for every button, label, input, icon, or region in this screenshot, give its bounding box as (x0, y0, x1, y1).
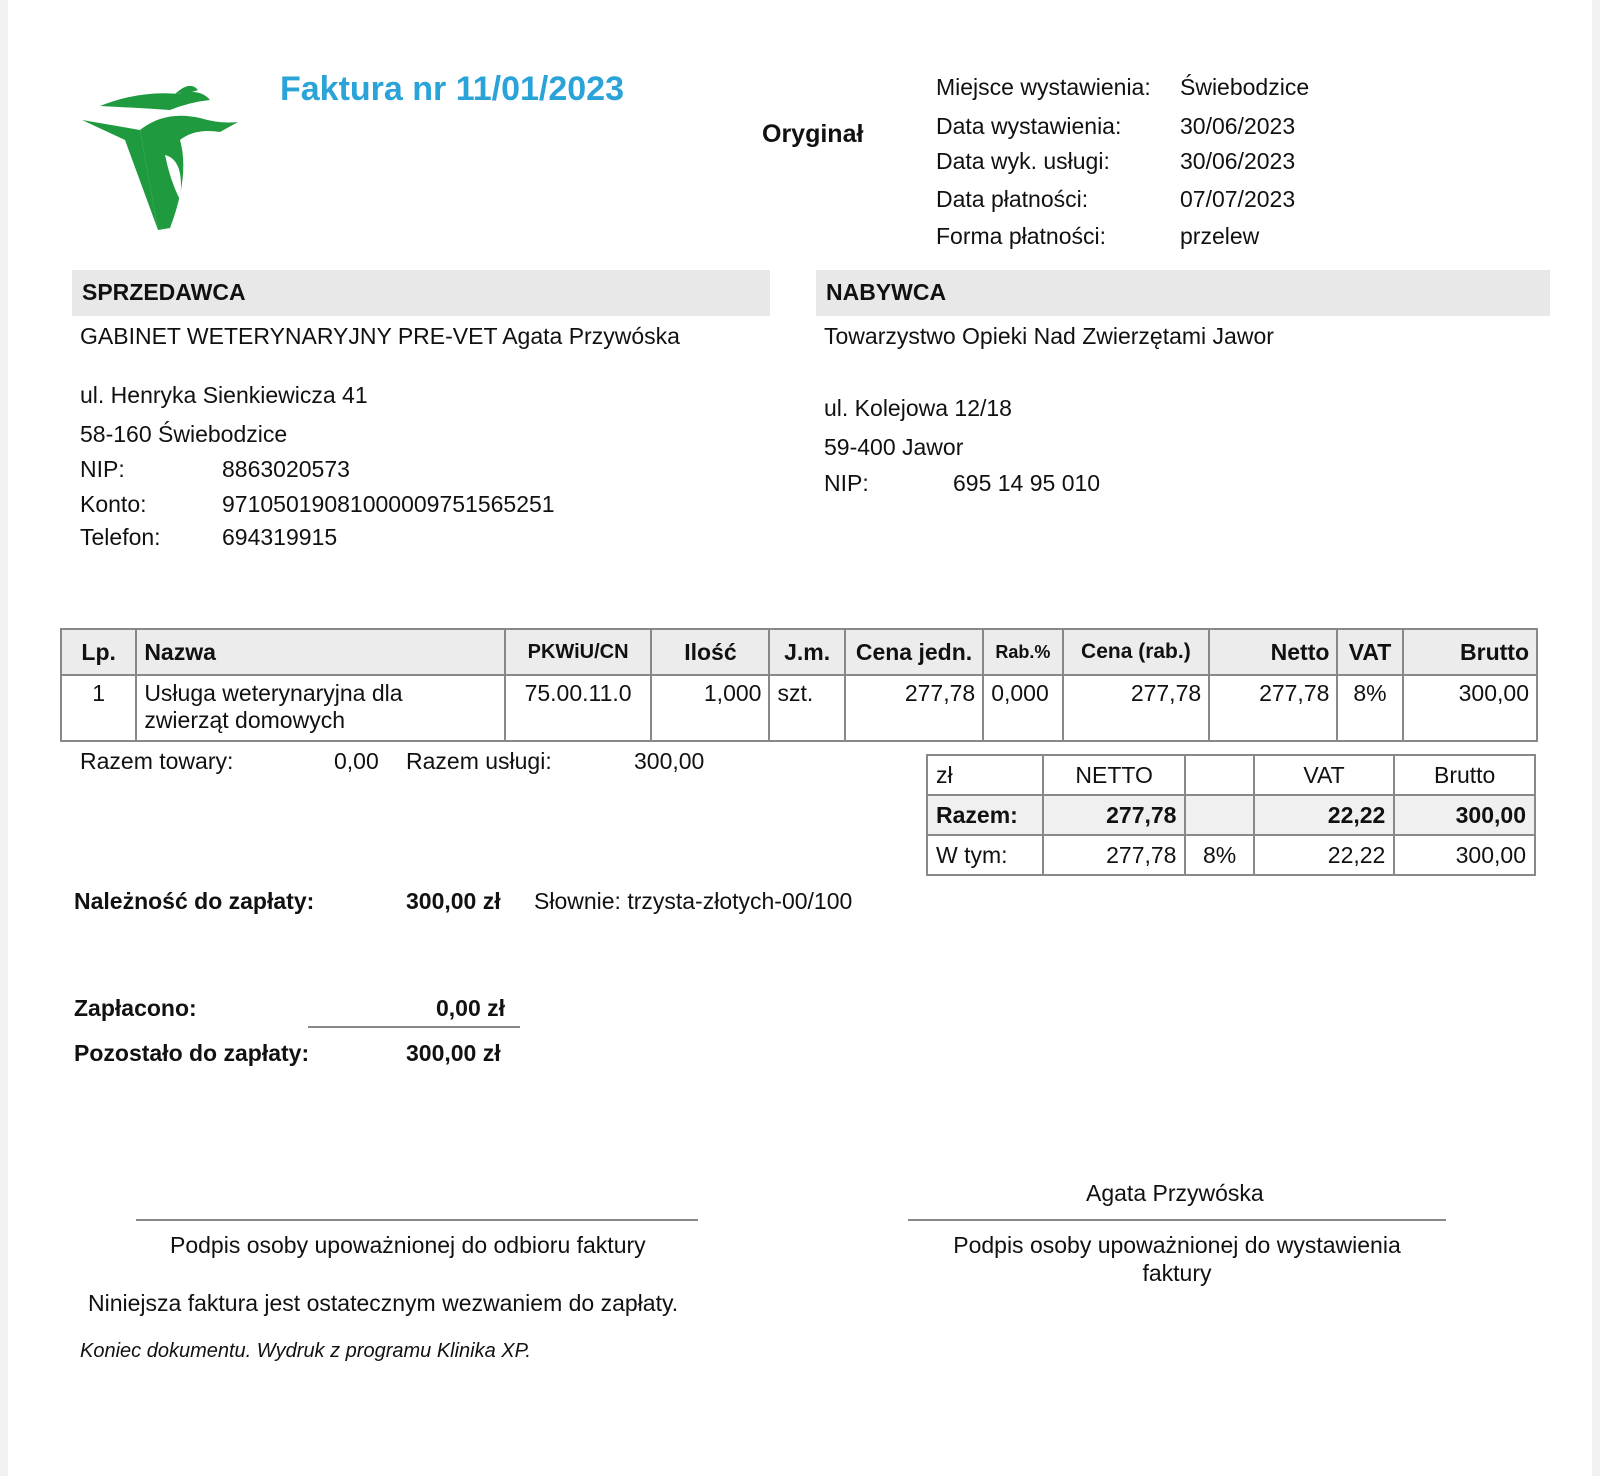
seller-nip-value: 8863020573 (222, 456, 350, 482)
col-unit: J.m. (769, 629, 844, 675)
vet-logo-icon (70, 80, 250, 240)
seller-account-label: Konto: (80, 491, 147, 517)
issuer-name: Agata Przywóska (1086, 1180, 1264, 1206)
payment-form-value: przelew (1180, 223, 1260, 249)
buyer-name: Towarzystwo Opieki Nad Zwierzętami Jawor (824, 323, 1274, 349)
col-qty: Ilość (651, 629, 769, 675)
goods-total-label: Razem towary: (80, 748, 234, 774)
buyer-city: 59-400 Jawor (824, 434, 964, 460)
cell-unit: szt. (769, 675, 844, 741)
col-vat: VAT (1337, 629, 1402, 675)
summary-total-rate (1185, 795, 1253, 835)
service-date-label: Data wyk. usługi: (936, 148, 1110, 174)
issuer-signature-caption-line1: Podpis osoby upoważnionej do wystawienia (953, 1232, 1401, 1258)
summary-total-net: 277,78 (1043, 795, 1186, 835)
col-price: Cena jedn. (845, 629, 983, 675)
summary-breakdown-label: W tym: (927, 835, 1043, 875)
cell-name-line1: Usługa weterynaryjna dla (144, 680, 403, 706)
issuer-signature-line (908, 1219, 1446, 1221)
buyer-nip-label: NIP: (824, 470, 869, 496)
summary-net-header: NETTO (1043, 755, 1186, 795)
cell-gross: 300,00 (1403, 675, 1537, 741)
page-edge-left (0, 0, 8, 1476)
invoice-title: Faktura nr 11/01/2023 (280, 70, 625, 108)
final-demand-notice: Niniejsza faktura jest ostatecznym wezwaniem do zapłaty. (88, 1290, 679, 1316)
summary-total-row (927, 795, 1535, 835)
cell-pkwiu: 75.00.11.0 (505, 675, 652, 741)
page-edge-right (1592, 0, 1600, 1476)
document-end-note: Koniec dokumentu. Wydruk z programu Klinika XP. (80, 1340, 531, 1362)
summary-total-gross: 300,00 (1394, 795, 1535, 835)
seller-phone-label: Telefon: (80, 524, 161, 550)
seller-header: SPRZEDAWCA (82, 279, 246, 305)
amount-due-value: 300,00 zł (406, 888, 501, 914)
seller-phone-value: 694319915 (222, 524, 338, 550)
cell-name (136, 675, 504, 741)
services-total-value: 300,00 (634, 748, 705, 774)
col-price-disc: Cena (rab.) (1063, 629, 1210, 675)
buyer-header-bar (816, 270, 1550, 316)
cell-name-line2: zwierząt domowych (144, 707, 345, 733)
cell-price-disc: 277,78 (1063, 675, 1210, 741)
buyer-street: ul. Kolejowa 12/18 (824, 395, 1012, 421)
summary-total-label: Razem: (927, 795, 1043, 835)
payment-date-label: Data płatności: (936, 186, 1089, 212)
summary-breakdown-vat: 22,22 (1254, 835, 1395, 875)
summary-vat-header: VAT (1254, 755, 1395, 795)
amount-in-words: Słownie: trzysta-złotych-00/100 (534, 888, 853, 914)
cell-net: 277,78 (1209, 675, 1337, 741)
place-value: Świebodzice (1180, 74, 1310, 100)
col-lp: Lp. (61, 629, 136, 675)
cell-price: 277,78 (845, 675, 983, 741)
summary-breakdown-rate: 8% (1185, 835, 1253, 875)
seller-name: GABINET WETERYNARYJNY PRE-VET Agata Przywóska (80, 323, 680, 349)
col-pkwiu: PKWiU/CN (505, 629, 652, 675)
place-label: Miejsce wystawienia: (936, 74, 1151, 100)
issue-date-value: 30/06/2023 (1180, 113, 1296, 139)
summary-breakdown-row (927, 835, 1535, 875)
services-total-label: Razem usługi: (406, 748, 552, 774)
payment-form-label: Forma płatności: (936, 223, 1107, 249)
summary-header-row (927, 755, 1535, 795)
summary-breakdown-net: 277,78 (1043, 835, 1186, 875)
remaining-value: 300,00 zł (406, 1040, 501, 1066)
buyer-nip-value: 695 14 95 010 (953, 470, 1101, 496)
receiver-signature-caption: Podpis osoby upoważnionej do odbioru faktury (170, 1232, 646, 1258)
summary-breakdown-gross: 300,00 (1394, 835, 1535, 875)
service-date-value: 30/06/2023 (1180, 148, 1296, 174)
col-gross: Brutto (1403, 629, 1537, 675)
col-net: Netto (1209, 629, 1337, 675)
paid-label: Zapłacono: (74, 995, 197, 1021)
summary-gross-header: Brutto (1394, 755, 1535, 795)
summary-currency: zł (927, 755, 1043, 795)
cell-lp: 1 (61, 675, 136, 741)
paid-underline (308, 1026, 520, 1028)
buyer-header: NABYWCA (826, 279, 947, 305)
seller-street: ul. Henryka Sienkiewicza 41 (80, 382, 368, 408)
seller-account-value: 97105019081000009751565251 (222, 491, 555, 517)
receiver-signature-line (136, 1219, 698, 1221)
cell-qty: 1,000 (651, 675, 769, 741)
amount-due-label: Należność do zapłaty: (74, 888, 315, 914)
issuer-signature-caption-line2: faktury (1142, 1260, 1212, 1286)
seller-city: 58-160 Świebodzice (80, 421, 288, 447)
summary-total-vat: 22,22 (1254, 795, 1395, 835)
table-row (61, 675, 1537, 741)
summary-rate-header (1185, 755, 1253, 795)
col-name: Nazwa (136, 629, 504, 675)
seller-nip-label: NIP: (80, 456, 125, 482)
issue-date-label: Data wystawienia: (936, 113, 1122, 139)
vat-summary-table (926, 754, 1536, 876)
col-discount: Rab.% (983, 629, 1062, 675)
copy-type-label: Oryginał (762, 120, 864, 148)
goods-total-value: 0,00 (334, 748, 379, 774)
cell-vat: 8% (1337, 675, 1402, 741)
remaining-label: Pozostało do zapłaty: (74, 1040, 310, 1066)
payment-date-value: 07/07/2023 (1180, 186, 1296, 212)
items-table-header (61, 629, 1537, 675)
items-table (60, 628, 1538, 742)
cell-discount: 0,000 (983, 675, 1062, 741)
paid-value: 0,00 zł (436, 995, 506, 1021)
seller-header-bar (72, 270, 770, 316)
